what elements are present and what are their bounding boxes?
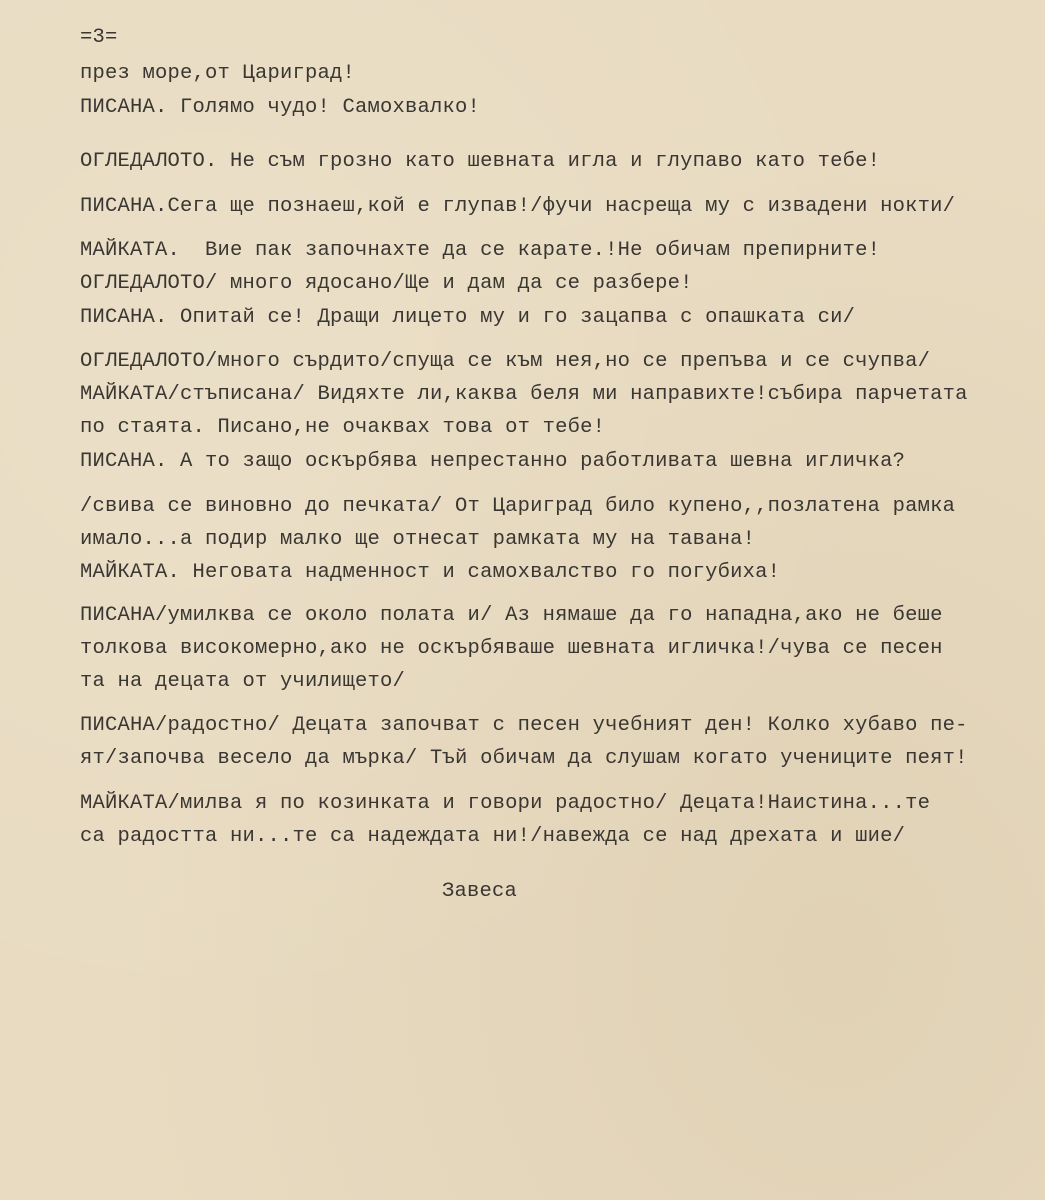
text-line: МАЙКАТА/милва я по козинката и говори радостно/ Децата!Наистина...те xyxy=(80,792,931,815)
text-line: са радостта ни...те са надеждата ни!/навежда се над дрехата и шие/ xyxy=(80,825,906,848)
text-line: ПИСАНА/радостно/ Децата започват с песен учебният ден! Колко хубаво пе- xyxy=(80,714,968,737)
text-line: през море,от Цариград! xyxy=(80,62,356,85)
text-line: ПИСАНА. Голямо чудо! Самохвалко! xyxy=(80,96,481,119)
text-line: /свива се виновно до печката/ От Цариград било купено,,позлатена рамка xyxy=(80,495,956,518)
text-line: МАЙКАТА. Неговата надменност и самохвалство го погубиха! xyxy=(80,561,781,584)
text-line: ОГЛЕДАЛОТО. Не съм грозно като шевната игла и глупаво като тебе! xyxy=(80,150,881,173)
text-line: МАЙКАТА/стъписана/ Видяхте ли,каква беля ми направихте!събира парчетата xyxy=(80,383,968,406)
text-line: та на децата от училището/ xyxy=(80,670,406,693)
curtain-text: Завеса xyxy=(442,880,518,903)
text-line: ПИСАНА.Сега ще познаеш,кой е глупав!/фучи насреща му с извадени нокти/ xyxy=(80,195,956,218)
text-line: ПИСАНА. Опитай се! Дращи лицето му и го зацапва с опашката си/ xyxy=(80,306,856,329)
text-line: имало...а подир малко ще отнесат рамката му на тавана! xyxy=(80,528,756,551)
text-line: ПИСАНА/умилква се около полата и/ Аз нямаше да го нападна,ако не беше xyxy=(80,604,943,627)
text-line: ят/започва весело да мърка/ Тъй обичам да слушам когато учениците пеят! xyxy=(80,747,968,770)
text-line: по стаята. Писано,не очаквах това от тебе! xyxy=(80,416,606,439)
page-number: =3= xyxy=(80,26,118,49)
text-line: толкова високомерно,ако не оскърбяваше шевната игличка!/чува се песен xyxy=(80,637,943,660)
text-line: ОГЛЕДАЛОТО/много сърдито/спуща се към нея,но се препъва и се счупва/ xyxy=(80,350,931,373)
text-line: ОГЛЕДАЛОТО/ много ядосано/Ще и дам да се разбере! xyxy=(80,272,693,295)
text-line: ПИСАНА. А то защо оскърбява непрестанно работливата шевна игличка? xyxy=(80,450,906,473)
text-line: МАЙКАТА. Вие пак започнахте да се карате.!Не обичам препирните! xyxy=(80,239,881,262)
